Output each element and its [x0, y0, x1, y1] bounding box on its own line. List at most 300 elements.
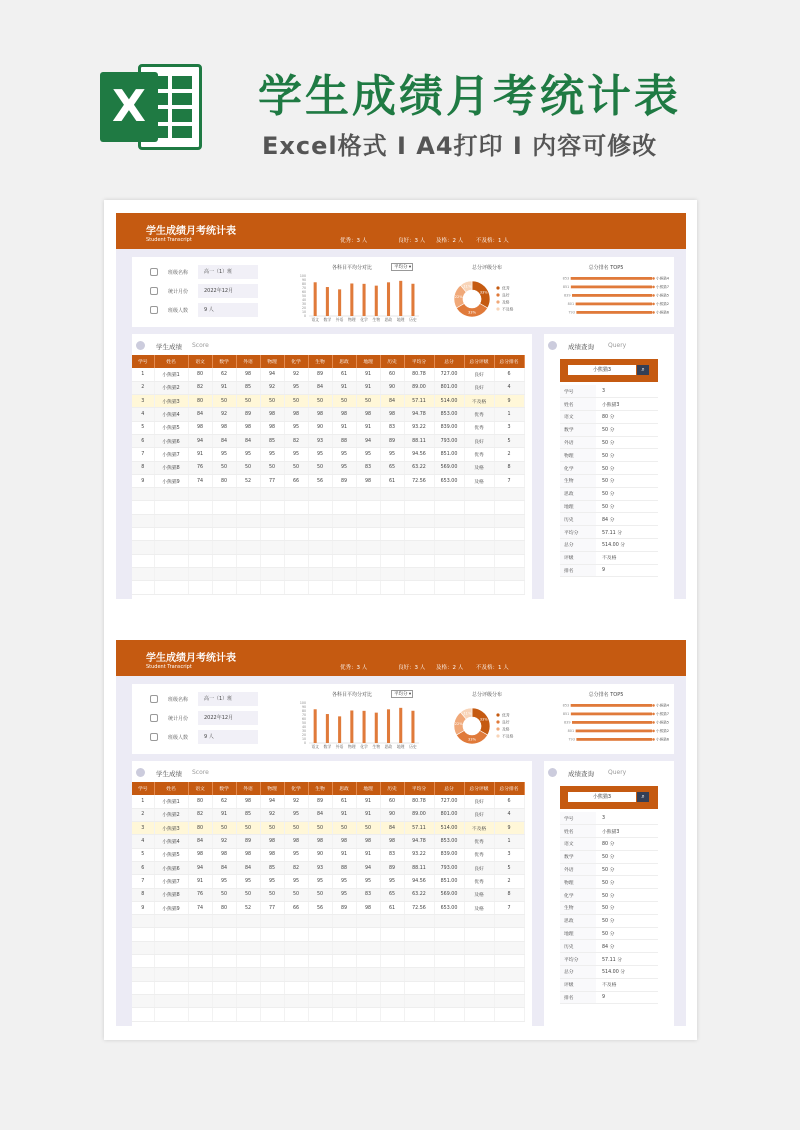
- info-value[interactable]: 2022年12月: [198, 711, 258, 725]
- table-cell[interactable]: [260, 514, 284, 527]
- table-cell[interactable]: 56: [308, 474, 332, 487]
- table-cell[interactable]: [154, 541, 188, 554]
- table-cell[interactable]: 50: [284, 461, 308, 474]
- table-cell[interactable]: [464, 1008, 494, 1021]
- table-cell[interactable]: 72.56: [404, 901, 434, 914]
- table-cell[interactable]: [188, 1008, 212, 1021]
- table-cell[interactable]: [132, 528, 154, 541]
- table-cell[interactable]: [404, 968, 434, 981]
- table-cell[interactable]: 82: [284, 434, 308, 447]
- table-cell[interactable]: 65: [380, 888, 404, 901]
- table-cell[interactable]: 82: [284, 861, 308, 874]
- table-cell[interactable]: 83: [356, 888, 380, 901]
- column-header[interactable]: 总分排名: [494, 782, 524, 795]
- table-cell[interactable]: 95: [332, 888, 356, 901]
- table-cell[interactable]: 95: [236, 875, 260, 888]
- table-cell[interactable]: 92: [260, 381, 284, 394]
- table-cell[interactable]: 90: [380, 381, 404, 394]
- table-cell[interactable]: 95: [284, 808, 308, 821]
- table-cell[interactable]: [494, 928, 524, 941]
- table-cell[interactable]: 3: [494, 421, 524, 434]
- table-cell[interactable]: 98: [260, 848, 284, 861]
- table-cell[interactable]: [154, 567, 188, 580]
- table-cell[interactable]: [188, 941, 212, 954]
- table-cell[interactable]: 80: [212, 901, 236, 914]
- table-cell[interactable]: [332, 554, 356, 567]
- table-cell[interactable]: 89: [332, 901, 356, 914]
- table-cell[interactable]: 85: [260, 861, 284, 874]
- table-cell[interactable]: [284, 581, 308, 594]
- table-cell[interactable]: [380, 994, 404, 1007]
- table-cell[interactable]: 95: [332, 448, 356, 461]
- table-cell[interactable]: 98: [356, 835, 380, 848]
- table-cell[interactable]: 95: [380, 448, 404, 461]
- table-cell[interactable]: 98: [236, 421, 260, 434]
- table-cell[interactable]: 98: [332, 408, 356, 421]
- table-cell[interactable]: 83: [380, 421, 404, 434]
- table-cell[interactable]: [260, 554, 284, 567]
- table-cell[interactable]: 小熊猫6: [154, 861, 188, 874]
- table-cell[interactable]: [260, 941, 284, 954]
- table-cell[interactable]: [464, 928, 494, 941]
- table-cell[interactable]: [212, 915, 236, 928]
- table-cell[interactable]: 3: [132, 822, 154, 835]
- table-cell[interactable]: [332, 528, 356, 541]
- table-cell[interactable]: 91: [356, 368, 380, 381]
- column-header[interactable]: 总分评级: [464, 782, 494, 795]
- table-cell[interactable]: 514.00: [434, 395, 464, 408]
- table-cell[interactable]: 2: [132, 808, 154, 821]
- table-cell[interactable]: 98: [380, 835, 404, 848]
- table-cell[interactable]: [236, 981, 260, 994]
- table-cell[interactable]: [188, 554, 212, 567]
- table-cell[interactable]: [356, 554, 380, 567]
- table-cell[interactable]: [260, 488, 284, 501]
- table-cell[interactable]: 4: [132, 408, 154, 421]
- table-cell[interactable]: [284, 941, 308, 954]
- table-cell[interactable]: 91: [332, 421, 356, 434]
- table-cell[interactable]: [464, 955, 494, 968]
- table-cell[interactable]: 95: [284, 421, 308, 434]
- table-cell[interactable]: [308, 1008, 332, 1021]
- table-cell[interactable]: 92: [212, 408, 236, 421]
- table-cell[interactable]: 63.22: [404, 461, 434, 474]
- table-cell[interactable]: 93: [308, 861, 332, 874]
- table-cell[interactable]: 853.00: [434, 408, 464, 421]
- table-cell[interactable]: [332, 955, 356, 968]
- table-cell[interactable]: 95: [212, 448, 236, 461]
- table-cell[interactable]: 57.11: [404, 822, 434, 835]
- table-cell[interactable]: [260, 528, 284, 541]
- table-cell[interactable]: 90: [380, 808, 404, 821]
- table-cell[interactable]: [236, 514, 260, 527]
- table-cell[interactable]: 及格: [464, 474, 494, 487]
- table-cell[interactable]: 不及格: [464, 395, 494, 408]
- table-cell[interactable]: [308, 514, 332, 527]
- table-cell[interactable]: [308, 955, 332, 968]
- table-cell[interactable]: [494, 528, 524, 541]
- table-cell[interactable]: 801.00: [434, 808, 464, 821]
- table-cell[interactable]: 50: [260, 888, 284, 901]
- table-cell[interactable]: [284, 994, 308, 1007]
- table-cell[interactable]: [494, 501, 524, 514]
- table-cell[interactable]: 98: [380, 408, 404, 421]
- table-cell[interactable]: 80: [188, 822, 212, 835]
- table-cell[interactable]: 56: [308, 901, 332, 914]
- table-cell[interactable]: [380, 941, 404, 954]
- table-cell[interactable]: 95: [284, 381, 308, 394]
- table-cell[interactable]: [132, 968, 154, 981]
- table-cell[interactable]: [212, 981, 236, 994]
- table-cell[interactable]: [380, 541, 404, 554]
- table-cell[interactable]: [236, 955, 260, 968]
- table-cell[interactable]: 569.00: [434, 888, 464, 901]
- table-cell[interactable]: [308, 581, 332, 594]
- table-cell[interactable]: [404, 528, 434, 541]
- table-cell[interactable]: 95: [236, 448, 260, 461]
- table-cell[interactable]: [236, 488, 260, 501]
- table-cell[interactable]: 89: [308, 368, 332, 381]
- table-cell[interactable]: 98: [260, 835, 284, 848]
- table-cell[interactable]: [356, 528, 380, 541]
- table-cell[interactable]: 98: [308, 408, 332, 421]
- table-cell[interactable]: [308, 541, 332, 554]
- table-cell[interactable]: [284, 955, 308, 968]
- table-cell[interactable]: 小熊猫6: [154, 434, 188, 447]
- table-cell[interactable]: 95: [260, 875, 284, 888]
- table-cell[interactable]: 95: [356, 875, 380, 888]
- table-cell[interactable]: [154, 528, 188, 541]
- table-cell[interactable]: 50: [236, 822, 260, 835]
- table-cell[interactable]: 83: [380, 848, 404, 861]
- table-cell[interactable]: 98: [308, 835, 332, 848]
- table-cell[interactable]: [494, 955, 524, 968]
- table-cell[interactable]: [464, 528, 494, 541]
- table-cell[interactable]: [236, 968, 260, 981]
- table-cell[interactable]: [260, 541, 284, 554]
- table-cell[interactable]: 50: [284, 888, 308, 901]
- table-cell[interactable]: [332, 541, 356, 554]
- table-cell[interactable]: 851.00: [434, 448, 464, 461]
- table-cell[interactable]: [154, 968, 188, 981]
- table-cell[interactable]: 1: [494, 835, 524, 848]
- table-cell[interactable]: [494, 994, 524, 1007]
- table-cell[interactable]: 94: [260, 368, 284, 381]
- table-cell[interactable]: 89: [308, 795, 332, 808]
- table-cell[interactable]: 50: [212, 822, 236, 835]
- table-cell[interactable]: 91: [356, 795, 380, 808]
- table-cell[interactable]: 8: [132, 888, 154, 901]
- column-header[interactable]: 地理: [356, 355, 380, 368]
- table-cell[interactable]: [434, 554, 464, 567]
- table-cell[interactable]: [132, 514, 154, 527]
- table-cell[interactable]: [464, 567, 494, 580]
- table-cell[interactable]: 优秀: [464, 835, 494, 848]
- table-cell[interactable]: [260, 981, 284, 994]
- table-cell[interactable]: [154, 501, 188, 514]
- table-cell[interactable]: 4: [494, 808, 524, 821]
- table-cell[interactable]: 50: [356, 822, 380, 835]
- table-cell[interactable]: [356, 955, 380, 968]
- table-cell[interactable]: [212, 501, 236, 514]
- table-cell[interactable]: 1: [494, 408, 524, 421]
- table-cell[interactable]: [260, 968, 284, 981]
- table-cell[interactable]: 小熊猫3: [154, 822, 188, 835]
- table-cell[interactable]: 62: [212, 795, 236, 808]
- table-cell[interactable]: 839.00: [434, 421, 464, 434]
- table-cell[interactable]: [308, 488, 332, 501]
- table-cell[interactable]: [212, 955, 236, 968]
- table-cell[interactable]: 82: [188, 381, 212, 394]
- table-cell[interactable]: 569.00: [434, 461, 464, 474]
- table-cell[interactable]: 84: [188, 835, 212, 848]
- table-cell[interactable]: 8: [494, 461, 524, 474]
- table-cell[interactable]: 5: [494, 434, 524, 447]
- table-cell[interactable]: 2: [494, 448, 524, 461]
- table-cell[interactable]: [212, 994, 236, 1007]
- table-cell[interactable]: 60: [380, 795, 404, 808]
- column-header[interactable]: 学号: [132, 355, 154, 368]
- table-cell[interactable]: [132, 915, 154, 928]
- info-value[interactable]: 高一（1）班: [198, 265, 258, 279]
- table-cell[interactable]: [132, 941, 154, 954]
- table-cell[interactable]: [260, 1008, 284, 1021]
- info-value[interactable]: 高一（1）班: [198, 692, 258, 706]
- table-cell[interactable]: [154, 514, 188, 527]
- table-cell[interactable]: [404, 488, 434, 501]
- table-cell[interactable]: 91: [332, 848, 356, 861]
- table-cell[interactable]: 9: [494, 395, 524, 408]
- table-cell[interactable]: [380, 928, 404, 941]
- table-cell[interactable]: 84: [188, 408, 212, 421]
- table-cell[interactable]: 91: [332, 381, 356, 394]
- table-cell[interactable]: [212, 968, 236, 981]
- table-cell[interactable]: [132, 981, 154, 994]
- table-cell[interactable]: 91: [332, 808, 356, 821]
- table-cell[interactable]: [434, 514, 464, 527]
- table-cell[interactable]: 50: [260, 461, 284, 474]
- table-cell[interactable]: [212, 581, 236, 594]
- table-cell[interactable]: [188, 581, 212, 594]
- table-cell[interactable]: 50: [308, 395, 332, 408]
- table-cell[interactable]: [132, 955, 154, 968]
- table-cell[interactable]: 良好: [464, 381, 494, 394]
- table-cell[interactable]: [494, 941, 524, 954]
- column-header[interactable]: 物理: [260, 782, 284, 795]
- table-cell[interactable]: 95: [332, 461, 356, 474]
- table-cell[interactable]: [434, 528, 464, 541]
- table-cell[interactable]: [132, 581, 154, 594]
- column-header[interactable]: 总分排名: [494, 355, 524, 368]
- table-cell[interactable]: [212, 1008, 236, 1021]
- table-cell[interactable]: [464, 541, 494, 554]
- table-cell[interactable]: 优秀: [464, 408, 494, 421]
- table-cell[interactable]: 及格: [464, 888, 494, 901]
- table-cell[interactable]: [132, 567, 154, 580]
- table-cell[interactable]: [434, 941, 464, 954]
- table-cell[interactable]: 95: [284, 448, 308, 461]
- table-cell[interactable]: 94.56: [404, 448, 434, 461]
- table-cell[interactable]: 50: [212, 461, 236, 474]
- table-cell[interactable]: 95: [212, 875, 236, 888]
- table-cell[interactable]: 84: [380, 395, 404, 408]
- table-cell[interactable]: [434, 541, 464, 554]
- table-cell[interactable]: [434, 968, 464, 981]
- table-cell[interactable]: 小熊猫7: [154, 448, 188, 461]
- table-cell[interactable]: 84: [380, 822, 404, 835]
- table-cell[interactable]: [332, 581, 356, 594]
- table-cell[interactable]: 7: [132, 448, 154, 461]
- table-cell[interactable]: 91: [356, 808, 380, 821]
- table-cell[interactable]: 94: [356, 861, 380, 874]
- table-cell[interactable]: 80.78: [404, 368, 434, 381]
- table-cell[interactable]: 63.22: [404, 888, 434, 901]
- table-cell[interactable]: 小熊猫4: [154, 835, 188, 848]
- table-cell[interactable]: 小熊猫8: [154, 888, 188, 901]
- column-header[interactable]: 历史: [380, 355, 404, 368]
- table-cell[interactable]: 良好: [464, 795, 494, 808]
- table-cell[interactable]: [154, 941, 188, 954]
- table-cell[interactable]: 98: [332, 835, 356, 848]
- column-header[interactable]: 生物: [308, 782, 332, 795]
- table-cell[interactable]: 94: [188, 861, 212, 874]
- table-cell[interactable]: [154, 554, 188, 567]
- table-cell[interactable]: 89: [332, 474, 356, 487]
- table-cell[interactable]: 良好: [464, 368, 494, 381]
- table-cell[interactable]: [284, 501, 308, 514]
- table-cell[interactable]: [260, 955, 284, 968]
- table-cell[interactable]: [188, 488, 212, 501]
- table-cell[interactable]: [434, 928, 464, 941]
- table-cell[interactable]: [356, 514, 380, 527]
- table-cell[interactable]: [236, 928, 260, 941]
- table-cell[interactable]: 98: [284, 835, 308, 848]
- table-cell[interactable]: [212, 488, 236, 501]
- table-cell[interactable]: [356, 541, 380, 554]
- table-cell[interactable]: [434, 955, 464, 968]
- table-cell[interactable]: [236, 567, 260, 580]
- table-cell[interactable]: [308, 994, 332, 1007]
- column-header[interactable]: 生物: [308, 355, 332, 368]
- table-cell[interactable]: 52: [236, 901, 260, 914]
- table-cell[interactable]: 98: [188, 848, 212, 861]
- table-cell[interactable]: 小熊猫4: [154, 408, 188, 421]
- table-cell[interactable]: [404, 941, 434, 954]
- table-cell[interactable]: 89: [380, 861, 404, 874]
- table-cell[interactable]: 52: [236, 474, 260, 487]
- table-cell[interactable]: [188, 501, 212, 514]
- table-cell[interactable]: 98: [356, 901, 380, 914]
- table-cell[interactable]: [308, 528, 332, 541]
- table-cell[interactable]: [356, 981, 380, 994]
- column-header[interactable]: 总分: [434, 355, 464, 368]
- table-cell[interactable]: [132, 541, 154, 554]
- table-cell[interactable]: [188, 928, 212, 941]
- table-cell[interactable]: 72.56: [404, 474, 434, 487]
- table-cell[interactable]: 50: [260, 822, 284, 835]
- table-cell[interactable]: 727.00: [434, 795, 464, 808]
- table-cell[interactable]: 89: [236, 835, 260, 848]
- table-cell[interactable]: 50: [308, 888, 332, 901]
- table-cell[interactable]: [356, 968, 380, 981]
- table-cell[interactable]: [212, 514, 236, 527]
- table-cell[interactable]: 小熊猫1: [154, 368, 188, 381]
- table-cell[interactable]: [332, 1008, 356, 1021]
- column-header[interactable]: 地理: [356, 782, 380, 795]
- column-header[interactable]: 姓名: [154, 355, 188, 368]
- table-cell[interactable]: [356, 994, 380, 1007]
- table-cell[interactable]: 653.00: [434, 474, 464, 487]
- table-cell[interactable]: [308, 968, 332, 981]
- column-header[interactable]: 物理: [260, 355, 284, 368]
- table-cell[interactable]: [434, 488, 464, 501]
- table-cell[interactable]: [308, 567, 332, 580]
- table-cell[interactable]: [404, 981, 434, 994]
- table-cell[interactable]: 77: [260, 474, 284, 487]
- table-cell[interactable]: 60: [380, 368, 404, 381]
- table-cell[interactable]: 84: [236, 434, 260, 447]
- table-cell[interactable]: [434, 501, 464, 514]
- table-cell[interactable]: 90: [308, 848, 332, 861]
- table-cell[interactable]: [380, 567, 404, 580]
- table-cell[interactable]: 1: [132, 368, 154, 381]
- table-cell[interactable]: 89.00: [404, 381, 434, 394]
- table-cell[interactable]: 50: [236, 888, 260, 901]
- table-cell[interactable]: 98: [260, 408, 284, 421]
- table-cell[interactable]: [212, 541, 236, 554]
- column-header[interactable]: 历史: [380, 782, 404, 795]
- table-cell[interactable]: 6: [132, 434, 154, 447]
- table-cell[interactable]: 91: [356, 381, 380, 394]
- table-cell[interactable]: [132, 1008, 154, 1021]
- table-cell[interactable]: [404, 567, 434, 580]
- table-cell[interactable]: 4: [132, 835, 154, 848]
- table-cell[interactable]: [188, 981, 212, 994]
- table-cell[interactable]: [332, 981, 356, 994]
- table-cell[interactable]: [260, 581, 284, 594]
- table-cell[interactable]: 57.11: [404, 395, 434, 408]
- table-cell[interactable]: [332, 501, 356, 514]
- table-cell[interactable]: 85: [236, 381, 260, 394]
- table-cell[interactable]: [284, 541, 308, 554]
- table-cell[interactable]: 84: [236, 861, 260, 874]
- table-cell[interactable]: 94: [260, 795, 284, 808]
- table-cell[interactable]: 良好: [464, 808, 494, 821]
- table-cell[interactable]: 98: [236, 795, 260, 808]
- table-cell[interactable]: 50: [332, 822, 356, 835]
- search-button[interactable]: [637, 792, 649, 802]
- table-cell[interactable]: 82: [188, 808, 212, 821]
- table-cell[interactable]: 95: [284, 848, 308, 861]
- table-cell[interactable]: [464, 941, 494, 954]
- table-cell[interactable]: [380, 1008, 404, 1021]
- table-cell[interactable]: [434, 1008, 464, 1021]
- table-cell[interactable]: [284, 567, 308, 580]
- column-header[interactable]: 平均分: [404, 782, 434, 795]
- table-cell[interactable]: 839.00: [434, 848, 464, 861]
- table-cell[interactable]: [188, 955, 212, 968]
- table-cell[interactable]: [464, 581, 494, 594]
- table-cell[interactable]: [380, 981, 404, 994]
- table-cell[interactable]: 98: [356, 474, 380, 487]
- column-header[interactable]: 思政: [332, 782, 356, 795]
- table-cell[interactable]: 小熊猫3: [154, 395, 188, 408]
- table-cell[interactable]: [464, 488, 494, 501]
- table-cell[interactable]: [332, 968, 356, 981]
- table-cell[interactable]: 小熊猫2: [154, 808, 188, 821]
- table-cell[interactable]: 89.00: [404, 808, 434, 821]
- table-cell[interactable]: [464, 501, 494, 514]
